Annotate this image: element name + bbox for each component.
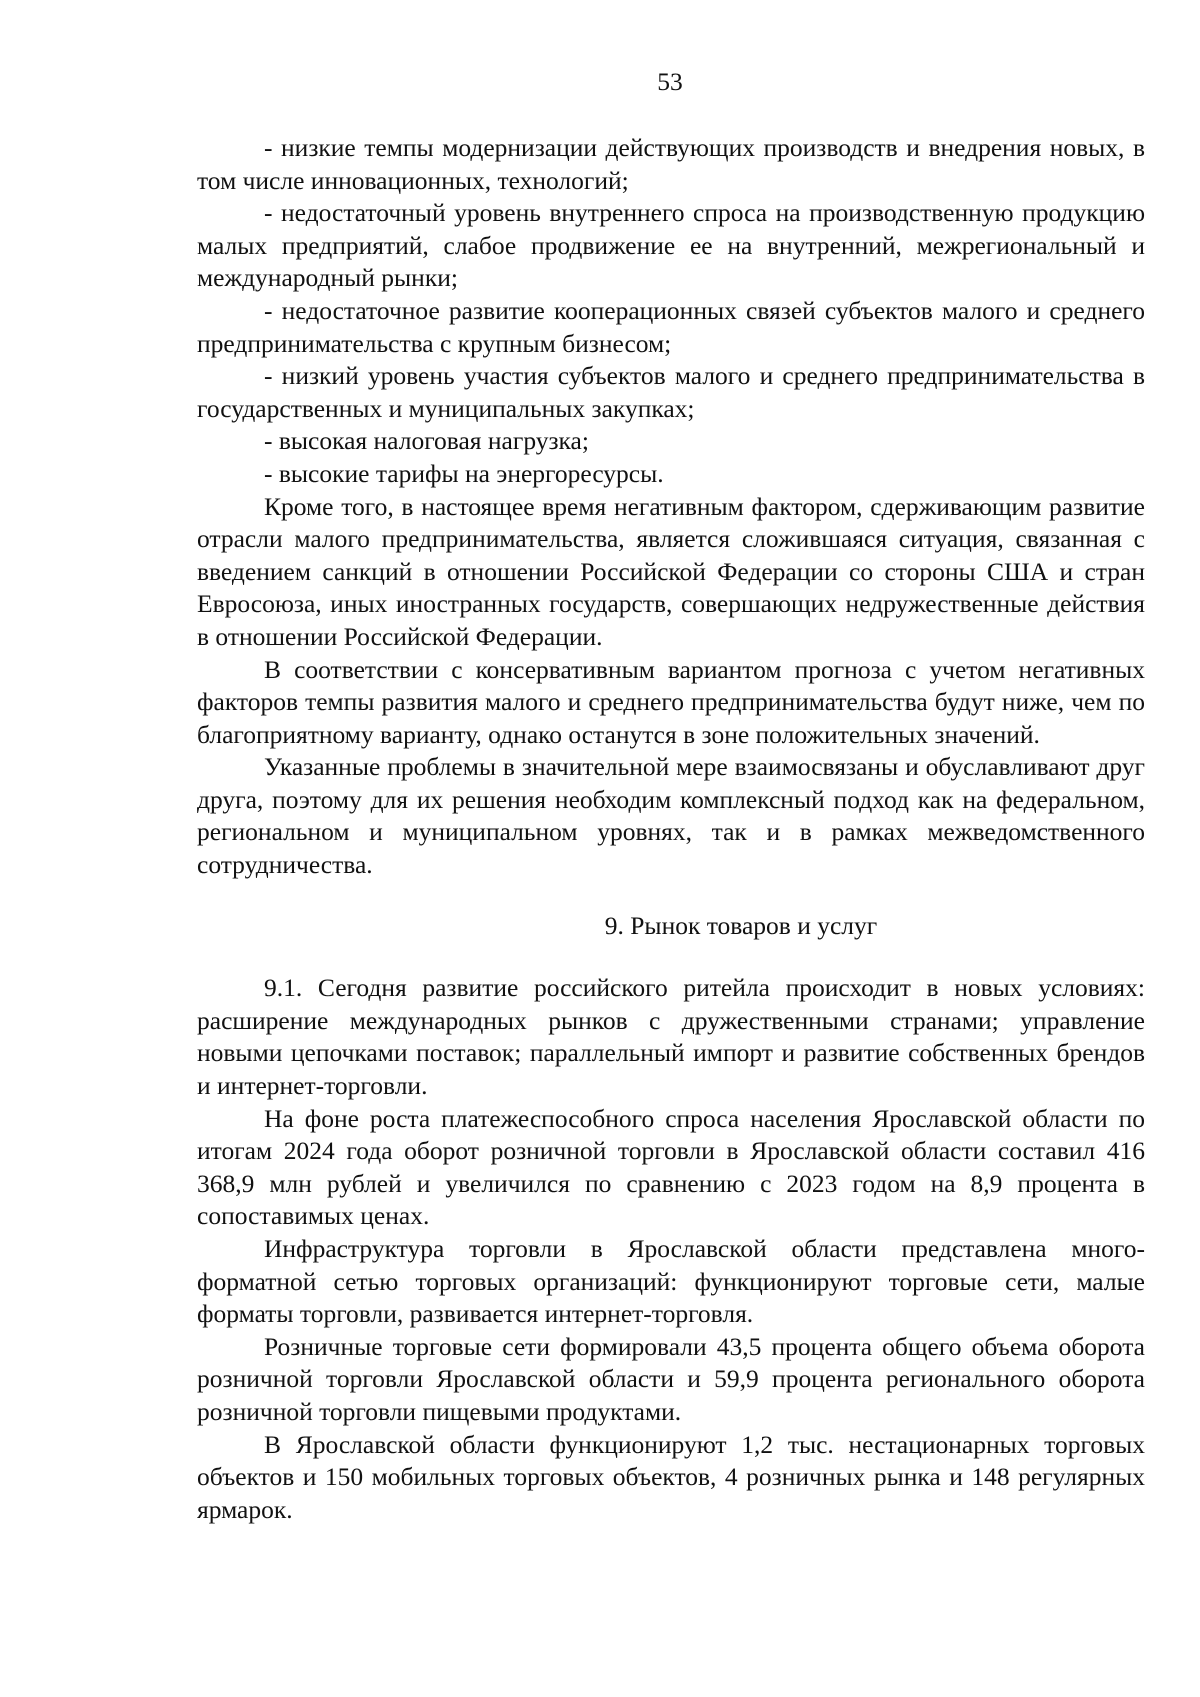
list-item-low-modernization: - низкие темпы модернизации действующих производств и внедрения новых, в том числе инновационных, технологий; <box>197 133 1145 195</box>
paragraph-retail-conditions: 9.1. Сегодня развитие российского ритейла происходит в новых условиях: расширение международных рынков с дружественными странами; управление новыми цепочками поставок; параллельный импорт и развитие собственных брендов и интернет-торговли. <box>197 973 1145 1101</box>
paragraph-trade-objects: В Ярославской области функционируют 1,2 тыс. нестационарных торговых объектов и 150 мобильных торговых объектов, 4 розничных рынка и 148 регулярных ярмарок. <box>197 1429 1145 1524</box>
document-body <box>197 132 1145 1526</box>
paragraph-retail-chains: Розничные торговые сети формировали 43,5 процента общего объема оборота розничной торговли Ярославской области и 59,9 процента регионального оборота розничной торговли пищевыми продуктами. <box>197 1331 1145 1426</box>
list-item-cooperation: - недостаточное развитие кооперационных связей субъектов малого и среднего предпринимательства с крупным бизнесом; <box>197 295 1145 358</box>
list-item-tax-burden: - высокая налоговая нагрузка; <box>264 426 589 456</box>
section-title: 9. Рынок товаров и услуг <box>604 910 878 940</box>
page-number: 53 <box>657 67 683 96</box>
paragraph-sanctions: Кроме того, в настоящее время негативным фактором, сдерживающим развитие отрасли малого предпринимательства, является сложившаяся ситуация, связанная с введением санкций в отношении Российской Федерации со стороны США и стран Евросоюза, иных иностранных государств, совершающих недружественные действия в отношении Российской Федерации. <box>197 491 1145 651</box>
paragraph-trade-infrastructure: Инфраструктура торговли в Ярославской области представлена многоформатной сетью торговых организаций: функционируют торговые сети, малые форматы торговли, развивается интернет-торговля. <box>197 1234 1145 1329</box>
paragraph-comprehensive-approach: Указанные проблемы в значительной мере взаимосвязаны и обуславливают друг друга, поэтому для их решения необходим комплексный подход как на федеральном, региональном и муниципальном уровнях, так и в рамках межведомственного сотрудничества. <box>197 752 1145 880</box>
list-item-energy-tariffs: - высокие тарифы на энергоресурсы. <box>264 458 664 488</box>
list-item-insufficient-demand: - недостаточный уровень внутреннего спроса на производственную продукцию малых предприятий, слабое продвижение ее на внутренний, межрегиональный и международный рынки; <box>197 198 1145 293</box>
list-item-procurement: - низкий уровень участия субъектов малого и среднего предпринимательства в государственных и муниципальных закупках; <box>197 361 1145 423</box>
paragraph-conservative-forecast: В соответствии с консервативным вариантом прогноза с учетом негативных факторов темпы развития малого и среднего предпринимательства будут ниже, чем по благоприятному варианту, однако останутся в зоне положительных значений. <box>197 654 1145 749</box>
paragraph-retail-turnover: На фоне роста платежеспособного спроса населения Ярославской области по итогам 2024 года оборот розничной торговли в Ярославской области составил 416 368,9 млн рублей и увеличился по сравнению с 2023 годом на 8,9 процента в сопоставимых ценах. <box>197 1103 1145 1231</box>
